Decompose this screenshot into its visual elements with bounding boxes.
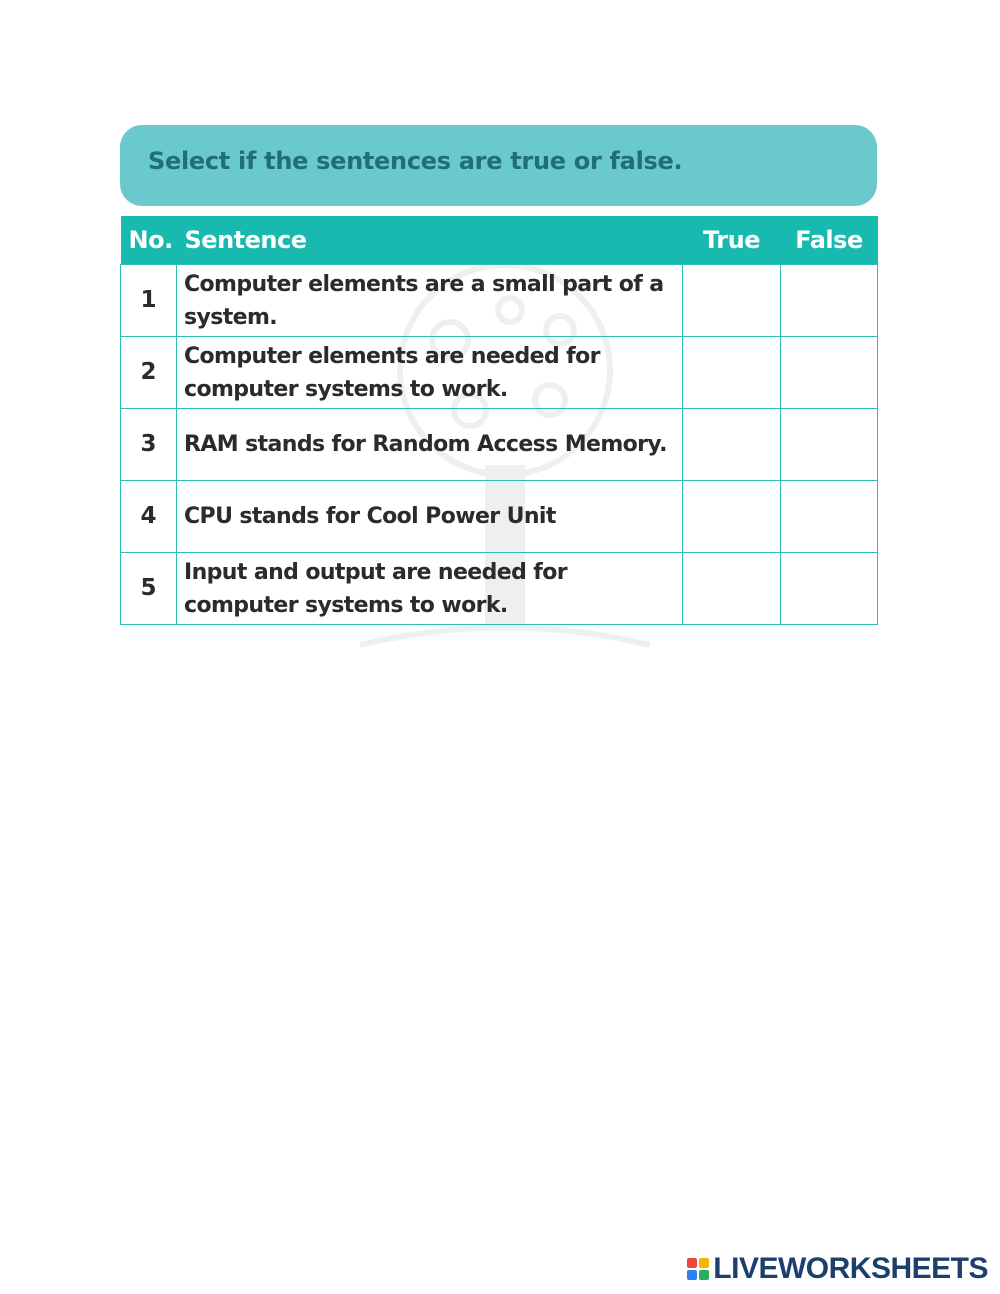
row-number: 1 bbox=[121, 265, 177, 337]
row-number: 2 bbox=[121, 337, 177, 409]
table-row bbox=[121, 481, 878, 553]
false-answer-cell[interactable] bbox=[781, 553, 878, 625]
table-header-row bbox=[121, 216, 878, 265]
logo-square bbox=[699, 1270, 709, 1280]
header-no: No. bbox=[121, 216, 177, 265]
header-sentence: Sentence bbox=[177, 216, 683, 265]
row-number: 3 bbox=[121, 409, 177, 481]
true-answer-cell[interactable] bbox=[683, 481, 781, 553]
true-false-table bbox=[120, 216, 878, 625]
logo-square bbox=[699, 1258, 709, 1268]
table-row bbox=[121, 265, 878, 337]
header-true: True bbox=[683, 216, 781, 265]
instruction-banner bbox=[120, 125, 877, 206]
header-false: False bbox=[781, 216, 878, 265]
row-number: 4 bbox=[121, 481, 177, 553]
false-answer-cell[interactable] bbox=[781, 265, 878, 337]
true-answer-cell[interactable] bbox=[683, 553, 781, 625]
true-answer-cell[interactable] bbox=[683, 337, 781, 409]
instruction-text: Select if the sentences are true or false. bbox=[148, 147, 683, 175]
row-sentence: Computer elements are a small part of a system. bbox=[177, 265, 683, 337]
false-answer-cell[interactable] bbox=[781, 337, 878, 409]
row-sentence: CPU stands for Cool Power Unit bbox=[177, 481, 683, 553]
table-row bbox=[121, 409, 878, 481]
false-answer-cell[interactable] bbox=[781, 409, 878, 481]
table-row bbox=[121, 337, 878, 409]
brand-name: LIVEWORKSHEETS bbox=[713, 1252, 988, 1285]
liveworksheets-brand bbox=[687, 1252, 988, 1286]
row-sentence: RAM stands for Random Access Memory. bbox=[177, 409, 683, 481]
row-sentence: Input and output are needed for computer systems to work. bbox=[177, 553, 683, 625]
logo-square bbox=[687, 1258, 697, 1268]
logo-square bbox=[687, 1270, 697, 1280]
table-row bbox=[121, 553, 878, 625]
true-answer-cell[interactable] bbox=[683, 265, 781, 337]
row-sentence: Computer elements are needed for computer systems to work. bbox=[177, 337, 683, 409]
false-answer-cell[interactable] bbox=[781, 481, 878, 553]
row-number: 5 bbox=[121, 553, 177, 625]
liveworksheets-logo-icon bbox=[687, 1258, 709, 1280]
true-answer-cell[interactable] bbox=[683, 409, 781, 481]
